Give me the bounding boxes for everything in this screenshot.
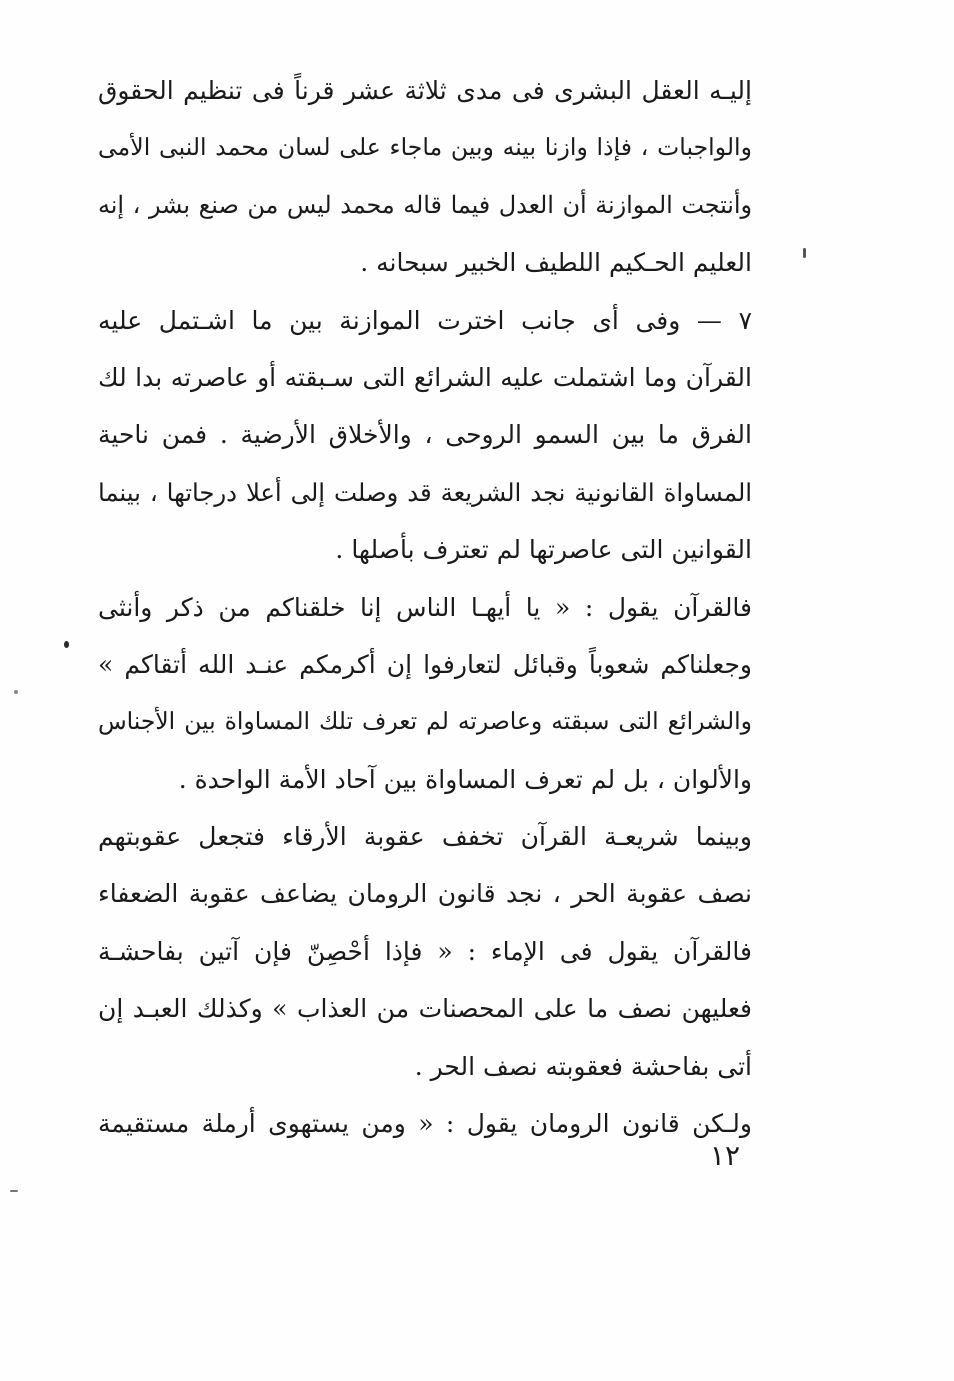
text-line: المساواة القانونية نجد الشريعة قد وصلت إلى أعلا درجاتها ، بينما <box>98 477 752 507</box>
text-line: والشرائع التى سبقته وعاصرته لم تعرف تلك المساواة بين الأجناس <box>98 707 752 736</box>
body-text <box>98 62 752 1152</box>
page-number: ١٢ <box>709 1139 740 1172</box>
paragraph-5 <box>98 1095 752 1152</box>
text-line: فالقرآن يقول : « يا أيهـا الناس إنا خلقناكم من ذكر وأنثى <box>98 592 752 622</box>
scan-speck <box>64 641 69 648</box>
text-line: فالقرآن يقول فى الإماء : « فإذا أحْصِنّ فإن آتين بفاحشـة <box>98 936 752 966</box>
text-line: الفرق ما بين السمو الروحى ، والأخلاق الأرضية . فمن ناحية <box>98 420 752 450</box>
text-line: فعليهن نصف ما على المحصنات من العذاب » وكذلك العبـد إن <box>98 994 752 1024</box>
paragraph-4 <box>98 808 752 1095</box>
text-line: والواجبات ، فإذا وازنا بينه وبين ماجاء على لسان محمد النبى الأمى <box>98 133 752 162</box>
paragraph-3 <box>98 579 752 809</box>
text-line: القوانين التى عاصرتها لم تعترف بأصلها . <box>335 535 752 565</box>
paragraph-1 <box>98 62 752 292</box>
scan-speck <box>10 1190 18 1192</box>
scan-speck <box>14 690 18 694</box>
text-line: إليـه العقل البشرى فى مدى ثلاثة عشر قرناً فى تنظيم الحقوق <box>98 76 752 105</box>
text-line: أتى بفاحشة فعقوبته نصف الحر . <box>414 1051 752 1081</box>
text-line: ٧ — وفى أى جانب اخترت الموازنة بين ما اشـتمل عليه <box>98 305 752 335</box>
text-line: وأنتجت الموازنة أن العدل فيما قاله محمد ليس من صنع بشر ، إنه <box>98 190 752 219</box>
text-line: العليم الحـكيم اللطيف الخبير سبحانه . <box>360 248 752 278</box>
text-line: والألوان ، بل لم تعرف المساواة بين آحاد الأمة الواحدة . <box>178 764 752 794</box>
text-line: ولـكن قانون الرومان يقول : « ومن يستهوى أرملة مستقيمة <box>98 1109 752 1139</box>
scan-speck <box>803 248 806 258</box>
text-line: وجعلناكم شعوباً وقبائل لتعارفوا إن أكرمكم عنـد الله أتقاكم » <box>98 649 752 679</box>
text-line: القرآن وما اشتملت عليه الشرائع التى سـبقته أو عاصرته بدا لك <box>98 362 752 392</box>
paragraph-2 <box>98 292 752 579</box>
text-line: نصف عقوبة الحر ، نجد قانون الرومان يضاعف عقوبة الضعفاء <box>98 879 752 909</box>
text-line: وبينما شريعـة القرآن تخفف عقوبة الأرقاء فتجعل عقوبتهم <box>98 822 752 852</box>
